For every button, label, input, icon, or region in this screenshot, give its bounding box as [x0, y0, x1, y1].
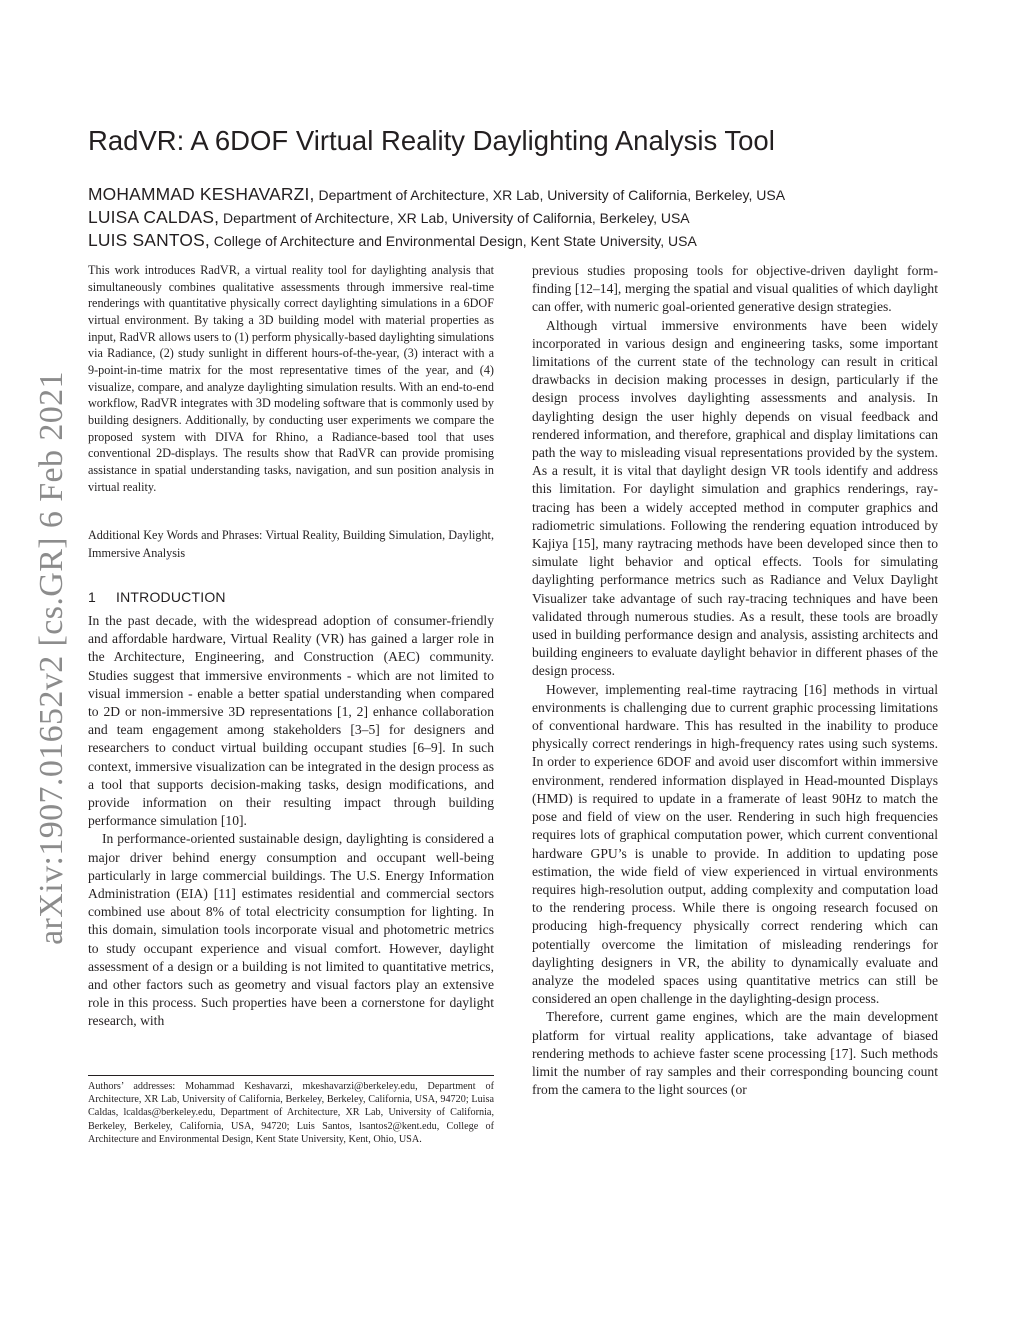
left-column: [88, 612, 494, 1031]
section-title: INTRODUCTION: [116, 589, 226, 605]
section-heading: [88, 588, 494, 606]
body-paragraph: However, implementing real-time raytracing [16] methods in virtual environments is challenging due to current graphic processing limitations of conventional hardware. This has resulted in the inability to produce physically correct renderings in high-frequency rates using such systems. In order to experience 6DOF and avoid user discomfort within immersive environment, rendered information displayed in Head-mounted Displays (HMD) is required to update in a framerate of least 90Hz to match the pose and field of view on the user. Rendering in such high frequencies requires lots of graphical computation power, which current conventional hardware GPU’s is unable to provide. In addition to updating pose estimation, the wide field of view experienced in virtual environments requires high-resolution output, adding complexity and computation load to the rendering process. While there is ongoing research focused on producing high-frequency physically correct rendering which can potentially overcome the limitation of misleading renderings for daylighting designers in VR, the ability to dynamically evaluate and analyze the modeled spaces using quantitative metrics can still be considered an open challenge in the daylighting-design process.: [532, 681, 938, 1007]
footnote-divider: [88, 1075, 494, 1076]
abstract: [88, 262, 494, 495]
author-list: [88, 183, 948, 252]
arxiv-stamp-text: arXiv:1907.01652v2 [cs.GR] 6 Feb 2021: [33, 371, 71, 945]
author-entry: [88, 229, 948, 252]
author-affiliation: Department of Architecture, XR Lab, University of California, Berkeley, USA: [314, 187, 786, 203]
footnote: [88, 1080, 494, 1146]
author-affiliation: Department of Architecture, XR Lab, University of California, Berkeley, USA: [219, 210, 690, 226]
body-paragraph: In performance-oriented sustainable design, daylighting is considered a major driver behind energy consumption and occupant well-being particularly in large commercial buildings. The U.S. Energy Information Administration (EIA) [11] estimates residential and commercial sectors combined use about 8% of total electricity consumption for lighting. In this domain, simulation tools incorporate visual and photometric metrics to study occupant experience and visual comfort. However, daylight assessment of a design or a building is not limited to quantitative metrics, and other factors such as geometry and visual factors play an extensive role in this process. Such properties have been a cornerstone for daylight research, with: [88, 831, 494, 1029]
author-name: LUISA CALDAS,: [88, 207, 220, 227]
keywords: [88, 527, 494, 562]
body-paragraph: Although virtual immersive environments have been widely incorporated in various design and engineering tasks, some important limitations of the current state of the technology can result in critical drawbacks in decision making processes in design, particularly if the design process involves daylighting assessments and analysis. In daylighting design the user highly depends on visual feedback and rendered information, and therefore, graphical and display limitations can path the way to misleading visual representations provided by the system. As a result, it is vital that daylight design VR tools identify and address this limitation. For daylight simulation and graphics renderings, ray-tracing has been a widely accepted method in computer graphics and radiometric simulations. Following the rendering equation introduced by Kajiya [15], many raytracing methods have been developed since then to simulate light behavior and optical effects. Tools for simulating daylighting performance metrics such as Radiance and Velux Daylight Visualizer take advantage of such ray-tracing techniques and have been validated through numerous studies. As a result, these tools are broadly used in building performance design and analysis, assisting architects and building engineers to evaluate daylight behavior in different phases of the design process.: [532, 317, 938, 679]
author-affiliation: College of Architecture and Environmental Design, Kent State University, USA: [209, 233, 697, 249]
footnote-text: Authors’ addresses: Mohammad Keshavarzi, mkeshavarzi@berkeley.edu, Department of Architecture, XR Lab, University of California, Berkeley, Berkeley, California, USA, 94720; Luisa Caldas, lcaldas@berkeley.edu, Department of Architecture, XR Lab, University of California, Berkeley, Berkeley, California, USA, 94720; Luis Santos, lsantos2@kent.edu, College of Architecture and Environmental Design, Kent State University, Kent, Ohio, USA.: [88, 1081, 494, 1145]
author-entry: [88, 206, 948, 229]
author-name: LUIS SANTOS,: [88, 230, 210, 250]
paper-title: RadVR: A 6DOF Virtual Reality Daylighting Analysis Tool: [88, 125, 775, 156]
keywords-text: Additional Key Words and Phrases: Virtual Reality, Building Simulation, Daylight, Immersive Analysis: [88, 528, 494, 560]
author-name: MOHAMMAD KESHAVARZI,: [88, 184, 315, 204]
body-paragraph: Therefore, current game engines, which are the main development platform for virtual reality applications, take advantage of biased rendering methods to achieve faster scene processing [17]. Such methods limit the number of ray samples and their corresponding bouncing count from the camera to the light sources (or: [532, 1009, 938, 1098]
right-column: [532, 262, 938, 1099]
abstract-text: This work introduces RadVR, a virtual reality tool for daylighting analysis that simultaneously combines qualitative assessments through immersive real-time renderings with quantitative physically correct daylighting simulations in a 6DOF virtual environment. By taking a 3D building model with material properties as input, RadVR allows users to (1) perform physically-based daylighting simulations via Radiance, (2) study sunlight in different hours-of-the-year, (3) interact with a 9-point-in-time matrix for the most representative times of the year, and (4) visualize, compare, and analyze daylighting simulation results. With an end-to-end workflow, RadVR integrates with 3D modeling software that is commonly used by building designers. Additionally, by conducting user experiments we compare the proposed system with DIVA for Rhino, a Radiance-based tool that uses conventional 2D-displays. The results show that RadVR can provide promising assistance in spatial understanding tasks, navigation, and sun position analysis in virtual reality.: [88, 263, 494, 494]
body-paragraph: In the past decade, with the widespread adoption of consumer-friendly and affordable hardware, Virtual Reality (VR) has gained a larger role in the Architecture, Engineering, and Construction (AEC) community. Studies suggest that immersive environments - which are not limited to visual immersion - enable a better spatial understanding when compared to 2D or non-immersive 3D representations [1, 2] enhance collaboration and team engagement among stakeholders [3–5] for designers and researchers to conduct virtual building occupant studies [6–9]. In such context, immersive visualization can be integrated in the design process as a tool that supports decision-making tasks, design modifications, and provide information on their resulting impact through building performance simulation [10].: [88, 613, 494, 829]
body-paragraph: previous studies proposing tools for objective-driven daylight form-finding [12–14], merging the spatial and visual qualities of which daylight can offer, with numeric goal-oriented generative design strategies.: [532, 263, 938, 315]
arxiv-stamp: [26, 358, 78, 958]
section-number: 1: [88, 589, 96, 605]
author-entry: [88, 183, 948, 206]
